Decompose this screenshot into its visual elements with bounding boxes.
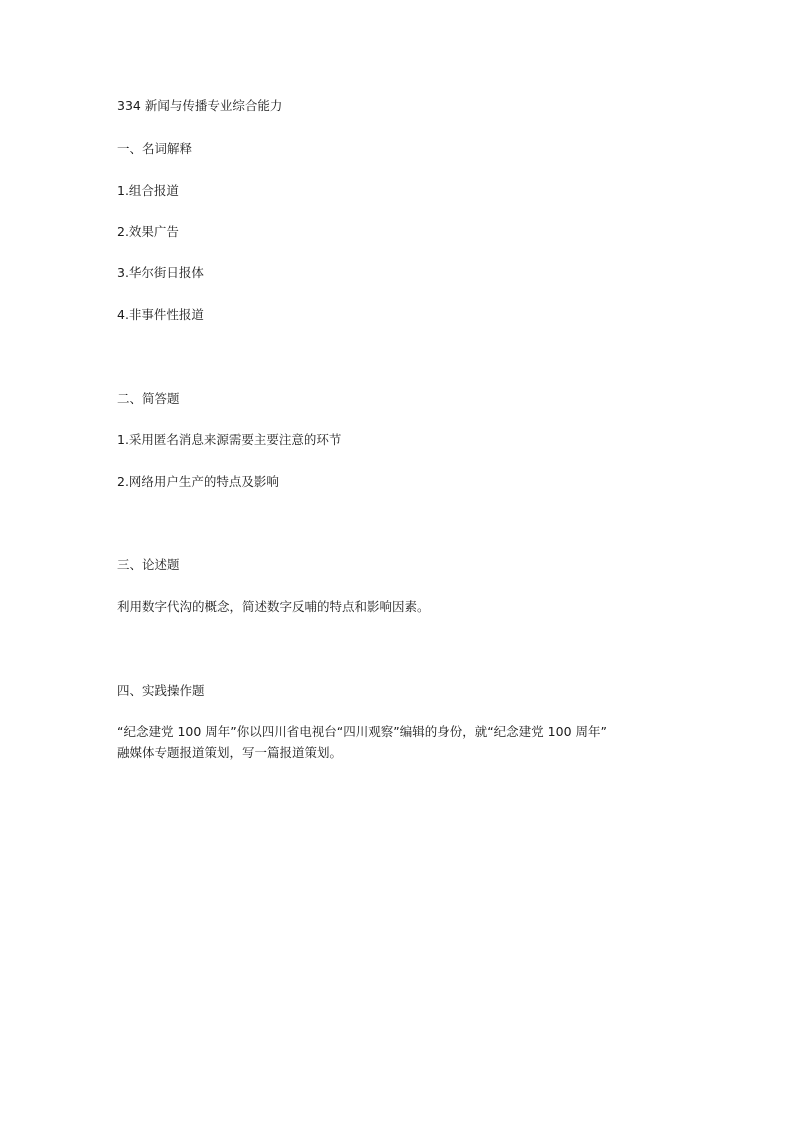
term-item: 3.华尔街日报体 [117, 265, 204, 280]
practice-question-line-2: 融媒体专题报道策划，写一篇报道策划。 [117, 745, 343, 760]
essay-question: 利用数字代沟的概念，简述数字反哺的特点和影响因素。 [117, 599, 430, 614]
section-heading-practice: 四、实践操作题 [117, 683, 205, 698]
question-item: 2.网络用户生产的特点及影响 [117, 474, 279, 489]
question-item: 1.采用匿名消息来源需要主要注意的环节 [117, 432, 342, 447]
term-item: 4.非事件性报道 [117, 307, 204, 322]
term-item: 1.组合报道 [117, 183, 179, 198]
section-heading-terms: 一、名词解释 [117, 141, 193, 156]
section-heading-short-answer: 二、简答题 [117, 391, 180, 406]
practice-question-line-1: “纪念建党 100 周年”你以四川省电视台“四川观察”编辑的身份，就“纪念建党 100 周年” [117, 724, 607, 739]
section-heading-essay: 三、论述题 [117, 557, 180, 572]
term-item: 2.效果广告 [117, 224, 179, 239]
document-title: 334 新闻与传播专业综合能力 [117, 98, 283, 113]
